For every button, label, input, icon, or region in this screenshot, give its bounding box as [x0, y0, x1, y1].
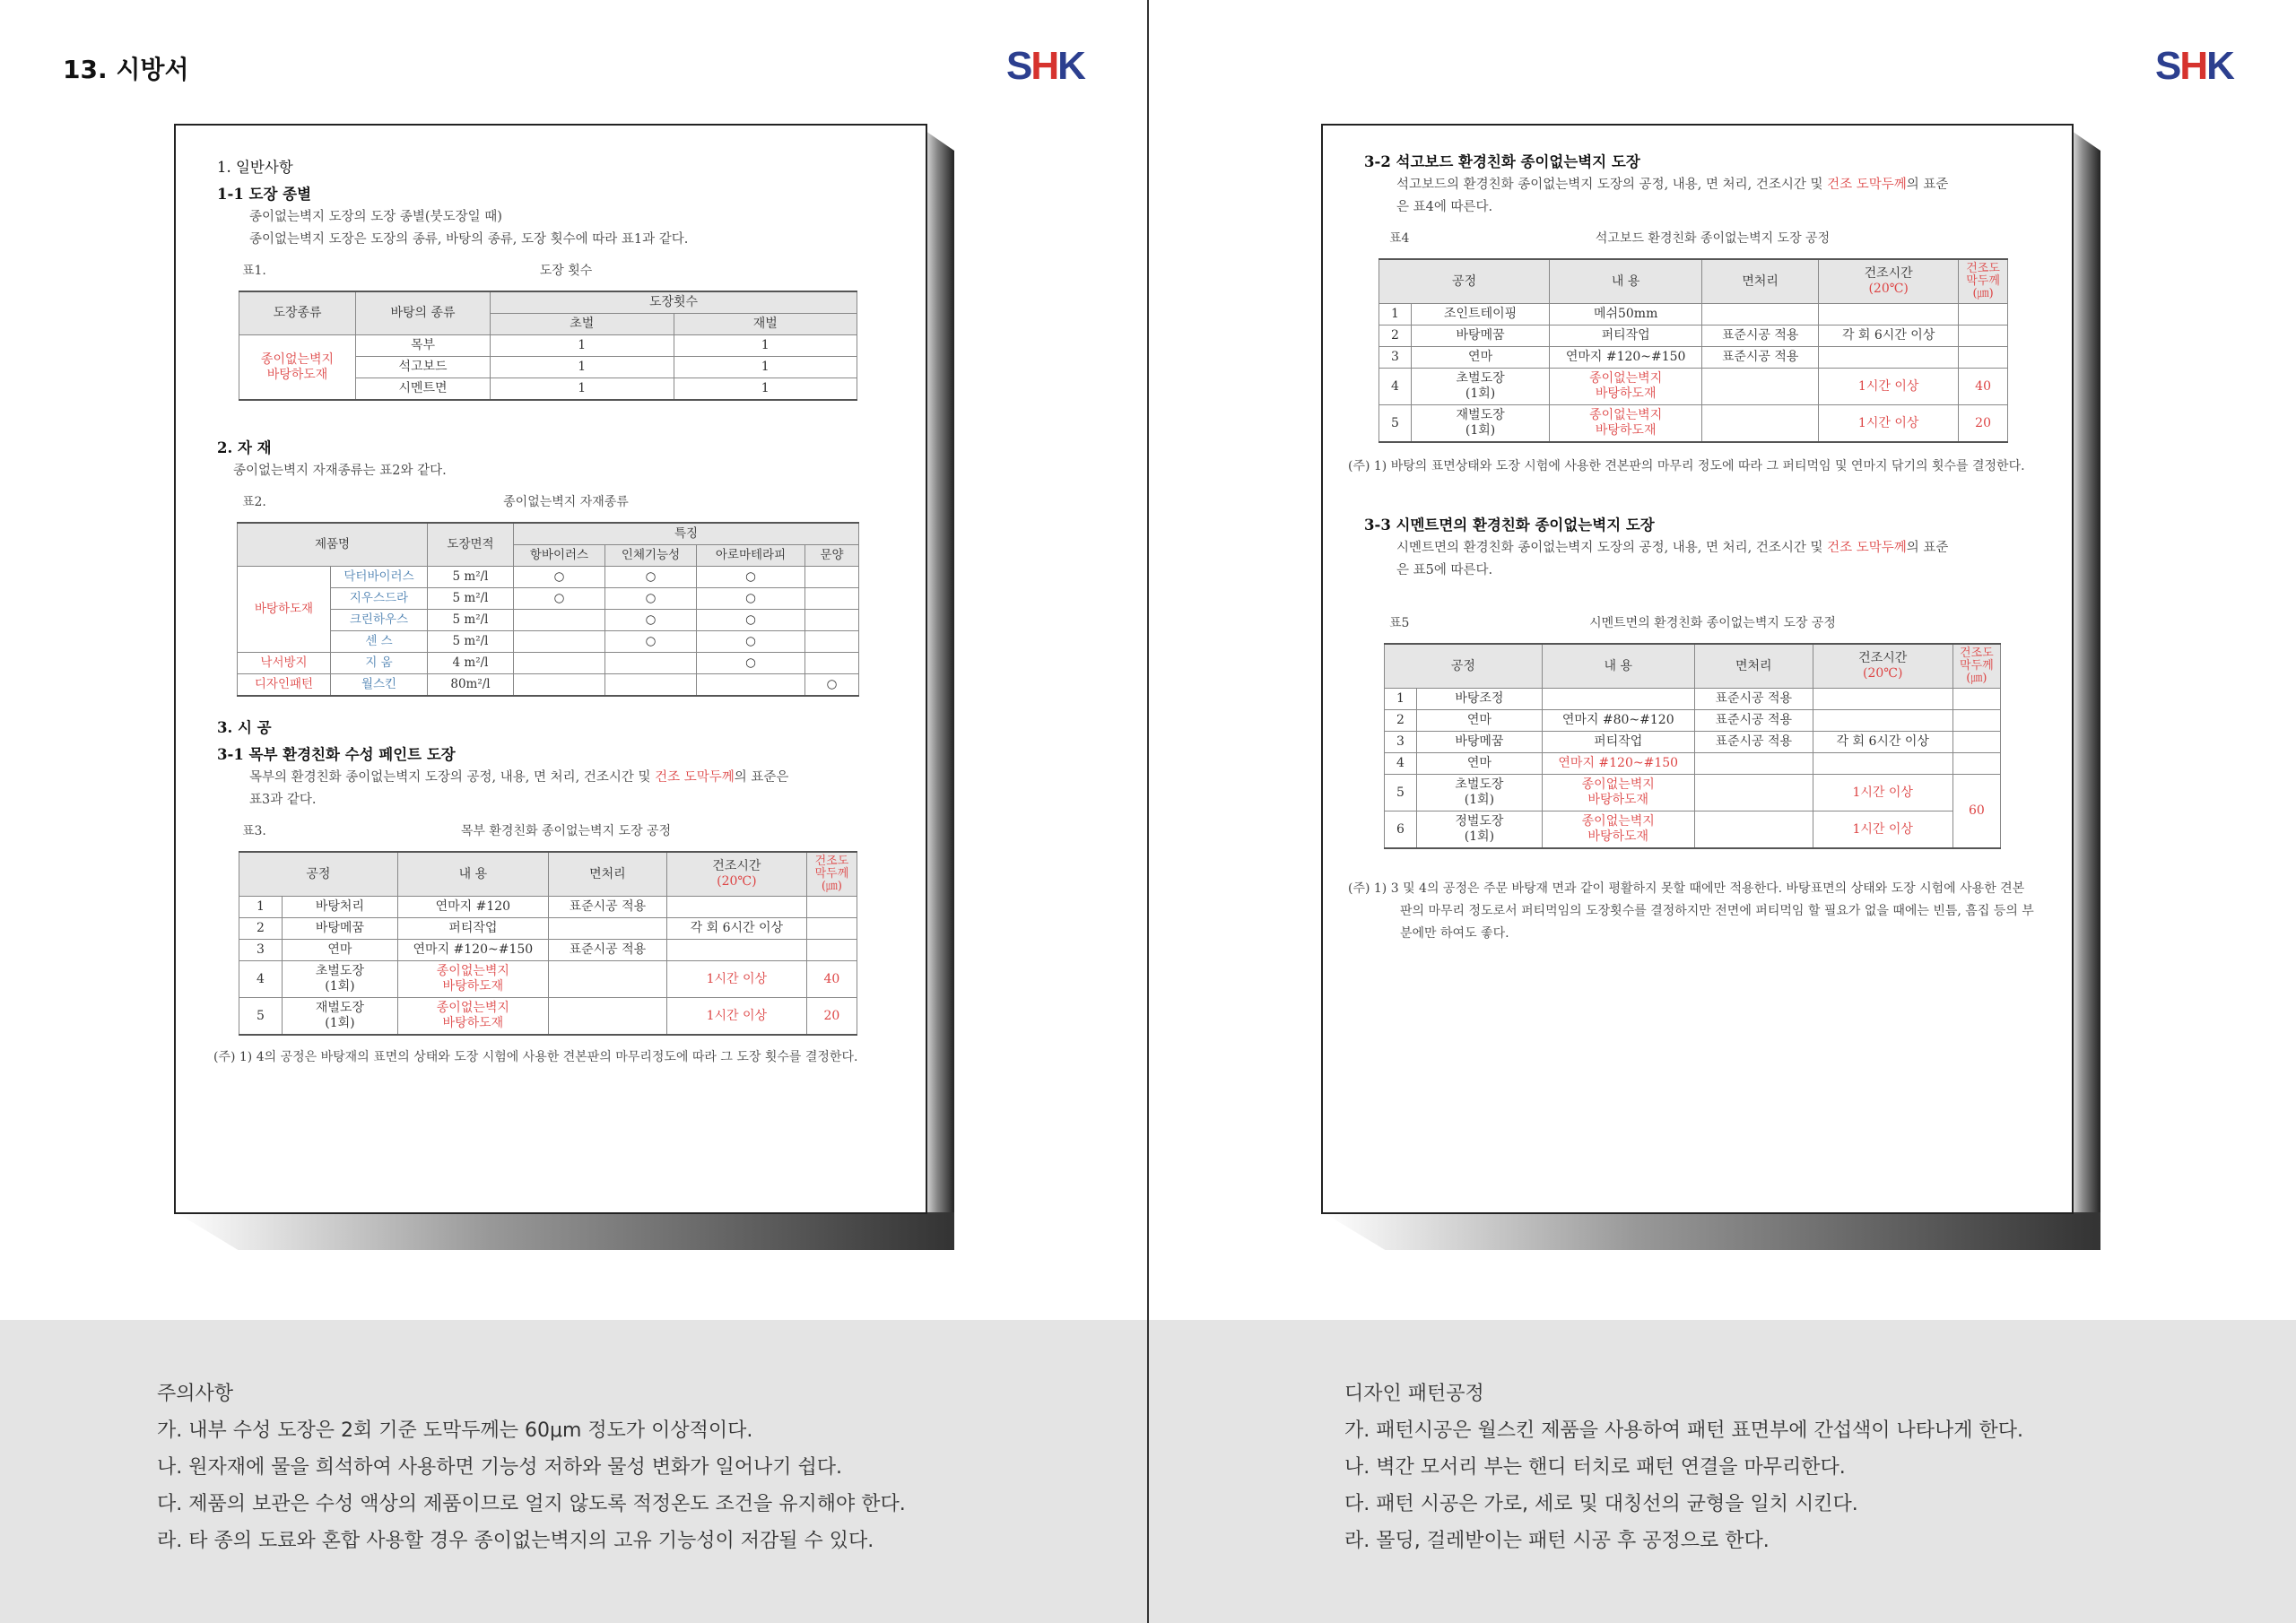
paragraph: 시멘트면의 환경친화 종이없는벽지 도장의 공정, 내용, 면 처리, 건조시간 및 건조 도막두께의 표준: [1396, 541, 1949, 555]
table-row: 석고보드 1 1: [239, 357, 857, 378]
section-heading: 3-2 석고보드 환경친화 종이없는벽지 도장: [1364, 153, 1640, 170]
table-row: 5 초벌도장 (1회) 종이없는벽지 바탕하도재 1시간 이상 60: [1385, 775, 2001, 812]
table-row: 5 재벌도장 (1회) 종이없는벽지 바탕하도재 1시간 이상 20: [239, 998, 857, 1036]
section-heading: 3. 시 공: [217, 719, 272, 736]
table-row: 3 연마 연마지 #120~#150 표준시공 적용: [1379, 347, 2008, 369]
wood-process-table: 공정 내 용 면처리 건조시간 (20℃) 건조도 막두께 (㎛) 1 바탕처리 연마지 #120 표준시공 적용 2 바탕메꿈 퍼티작업 각 회 6시간 이상 3 연마 연마지 #120~#150 표준시공 적용 4 초벌도장 (1회) 종이없는벽지 바탕하도재 1시간 이상 40 5 재벌도장 (1회) 종이없는벽지 바탕하도재 1시간 이상 20: [239, 851, 857, 1036]
paragraph: 목부의 환경친화 종이없는벽지 도장의 공정, 내용, 면 처리, 건조시간 및 건조 도막두께의 표준은: [249, 770, 789, 785]
table-row: 1 바탕조정 표준시공 적용: [1385, 689, 2001, 710]
list-item: 라. 몰딩, 걸레받이는 패턴 시공 후 공정으로 한다.: [1344, 1530, 1770, 1552]
table-row: 4 초벌도장 (1회) 종이없는벽지 바탕하도재 1시간 이상 40: [239, 961, 857, 998]
table-row: 낙서방지 지 움 4 m²/l ○: [238, 653, 859, 674]
table-row: 종이없는벽지 바탕하도재 목부 1 1: [239, 335, 857, 357]
doc-shadow-bottom: [176, 1212, 954, 1250]
table-row: 2 바탕메꿈 퍼티작업 각 회 6시간 이상: [239, 918, 857, 940]
section-heading: 3-3 시멘트면의 환경친화 종이없는벽지 도장: [1364, 516, 1655, 534]
table-caption: 표2. 종이없는벽지 자재종류: [242, 495, 629, 509]
section-heading: 1-1 도장 종별: [217, 186, 312, 203]
table-caption: 표3. 목부 환경친화 종이없는벽지 도장 공정: [242, 824, 672, 838]
table-row: 4 초벌도장 (1회) 종이없는벽지 바탕하도재 1시간 이상 40: [1379, 369, 2008, 405]
footnote: (주) 1) 바탕의 표면상태와 도장 시험에 사용한 견본판의 마무리 정도에 따라 그 퍼티먹임 및 연마지 닦기의 횟수를 결정한다.: [1348, 459, 2025, 473]
cement-process-table: 공정 내 용 면처리 건조시간 (20℃) 건조도 막두께 (㎛) 1 바탕조정 표준시공 적용 2 연마 연마지 #80~#120 표준시공 적용 3 바탕메꿈 퍼티작업 표준시공 적용 각 회 6시간 이상 4 연마 연마지 #120~#150 5 초벌도장 (1회) 종이없는벽지 바탕하도재 1시간 이상 60 6 정벌도장 (1회) 종이없는벽지 바탕하도재 1시간 이상: [1384, 643, 2001, 849]
cautions-band: [0, 1320, 1147, 1623]
table-caption: 표1. 도장 횟수: [242, 264, 593, 278]
list-item: 가. 패턴시공은 월스킨 제품을 사용하여 패턴 표면부에 간섭색이 나타나게 한다.: [1344, 1419, 2023, 1442]
paragraph: 종이없는벽지 도장의 도장 종별(붓도장일 때): [249, 210, 502, 224]
table-row: 센 스 5 m²/l ○ ○: [238, 631, 859, 653]
paragraph: 석고보드의 환경친화 종이없는벽지 도장의 공정, 내용, 면 처리, 건조시간 및 건조 도막두께의 표준: [1396, 178, 1949, 192]
table-row: 시멘트면 1 1: [239, 378, 857, 401]
doc-shadow-side: [2072, 131, 2100, 1250]
paragraph: 종이없는벽지 자재종류는 표2와 같다.: [233, 464, 447, 478]
spec-document-right: [1321, 124, 2074, 1214]
spec-document-left: [174, 124, 927, 1214]
list-item: 가. 내부 수성 도장은 2회 기준 도막두께는 60μm 정도가 이상적이다.: [157, 1419, 753, 1442]
shk-logo: SHK: [2155, 44, 2233, 88]
paragraph: 은 표5에 따른다.: [1396, 563, 1493, 577]
band-title: 디자인 패턴공정: [1344, 1383, 1484, 1405]
list-item: 나. 원자재에 물을 희석하여 사용하면 기능성 저하와 물성 변화가 일어나기 쉽다.: [157, 1456, 842, 1479]
section-heading: 2. 자 재: [217, 439, 272, 456]
list-item: 라. 타 종의 도료와 혼합 사용할 경우 종이없는벽지의 고유 기능성이 저감될 수 있다.: [157, 1530, 874, 1552]
table-row: 3 바탕메꿈 퍼티작업 표준시공 적용 각 회 6시간 이상: [1385, 732, 2001, 753]
table-row: 2 바탕메꿈 퍼티작업 표준시공 적용 각 회 6시간 이상: [1379, 325, 2008, 347]
table-row: 3 연마 연마지 #120~#150 표준시공 적용: [239, 940, 857, 961]
list-item: 다. 패턴 시공은 가로, 세로 및 대칭선의 균형을 일치 시킨다.: [1344, 1493, 1858, 1515]
table-row: 디자인패턴 월스킨 80m²/l ○: [238, 674, 859, 697]
right-page: [1149, 0, 2296, 1623]
section-heading: 1. 일반사항: [217, 159, 293, 176]
page-title: 13. 시방서: [63, 55, 189, 84]
paragraph: 은 표4에 따른다.: [1396, 200, 1493, 214]
table-caption: 표4 석고보드 환경친화 종이없는벽지 도장 공정: [1389, 231, 1831, 246]
left-page: [0, 0, 1147, 1623]
footnote: (주) 1) 4의 공정은 바탕재의 표면의 상태와 도장 시험에 사용한 견본판의 마무리정도에 따라 그 도장 횟수를 결정한다.: [213, 1050, 858, 1064]
pattern-process-band: [1149, 1320, 2296, 1623]
table-row: 2 연마 연마지 #80~#120 표준시공 적용: [1385, 710, 2001, 732]
coating-count-table: 도장종류 바탕의 종류 도장횟수 초벌 재벌 종이없는벽지 바탕하도재 목부 1 1 석고보드 1 1 시멘트면 1 1: [239, 291, 857, 401]
footnote: (주) 1) 3 및 4의 공정은 주문 바탕재 면과 같이 평활하지 못할 때에만 적용한다. 바탕표면의 상태와 도장 시험에 사용한 견본판의 마무리 정도로서 퍼티먹임의 도장횟수를 결정하지만 전면에 퍼티먹임 할 필요가 없을 때에는 빈틈, 흠집 등의 부분에만 하여도 좋다.: [1348, 881, 2034, 941]
gypsum-process-table: 공정 내 용 면처리 건조시간 (20℃) 건조도 막두께 (㎛) 1 조인트테이핑 메쉬50mm 2 바탕메꿈 퍼티작업 표준시공 적용 각 회 6시간 이상 3 연마 연마지 #120~#150 표준시공 적용 4 초벌도장 (1회) 종이없는벽지 바탕하도재 1시간 이상 40 5 재벌도장 (1회) 종이없는벽지 바탕하도재 1시간 이상 20: [1378, 258, 2008, 443]
table-caption: 표5 시멘트면의 환경친화 종이없는벽지 도장 공정: [1389, 616, 1836, 630]
material-table: 제품명 도장면적 특징 항바이러스 인체기능성 아로마테라피 문양 바탕하도재 닥터바이러스 5 m²/l ○ ○ ○ 지우스드라 5 m²/l ○ ○ ○ 크린하우스 5 m²/l ○ ○ 센 스 5 m²/l ○ ○ 낙서방지 지 움 4 m²/l ○ 디자인패턴 월스킨 80m²/l ○: [237, 522, 859, 697]
band-title: 주의사항: [157, 1383, 234, 1405]
doc-shadow-side: [926, 131, 954, 1250]
doc-shadow-bottom: [1323, 1212, 2100, 1250]
table-row: 5 재벌도장 (1회) 종이없는벽지 바탕하도재 1시간 이상 20: [1379, 405, 2008, 443]
table-row: 바탕하도재 닥터바이러스 5 m²/l ○ ○ ○: [238, 567, 859, 588]
table-row: 1 조인트테이핑 메쉬50mm: [1379, 304, 2008, 325]
table-row: 지우스드라 5 m²/l ○ ○ ○: [238, 588, 859, 610]
paragraph: 종이없는벽지 도장은 도장의 종류, 바탕의 종류, 도장 횟수에 따라 표1과 같다.: [249, 232, 689, 247]
list-item: 나. 벽간 모서리 부는 핸디 터치로 패턴 연결을 마무리한다.: [1344, 1456, 1846, 1479]
table-row: 6 정벌도장 (1회) 종이없는벽지 바탕하도재 1시간 이상: [1385, 812, 2001, 849]
paragraph: 표3과 같다.: [249, 793, 317, 807]
table-row: 크린하우스 5 m²/l ○ ○: [238, 610, 859, 631]
shk-logo: SHK: [1006, 44, 1084, 88]
table-row: 1 바탕처리 연마지 #120 표준시공 적용: [239, 897, 857, 918]
list-item: 다. 제품의 보관은 수성 액상의 제품이므로 얼지 않도록 적정온도 조건을 유지해야 한다.: [157, 1493, 906, 1515]
section-heading: 3-1 목부 환경친화 수성 페인트 도장: [217, 746, 456, 763]
table-row: 4 연마 연마지 #120~#150: [1385, 753, 2001, 775]
